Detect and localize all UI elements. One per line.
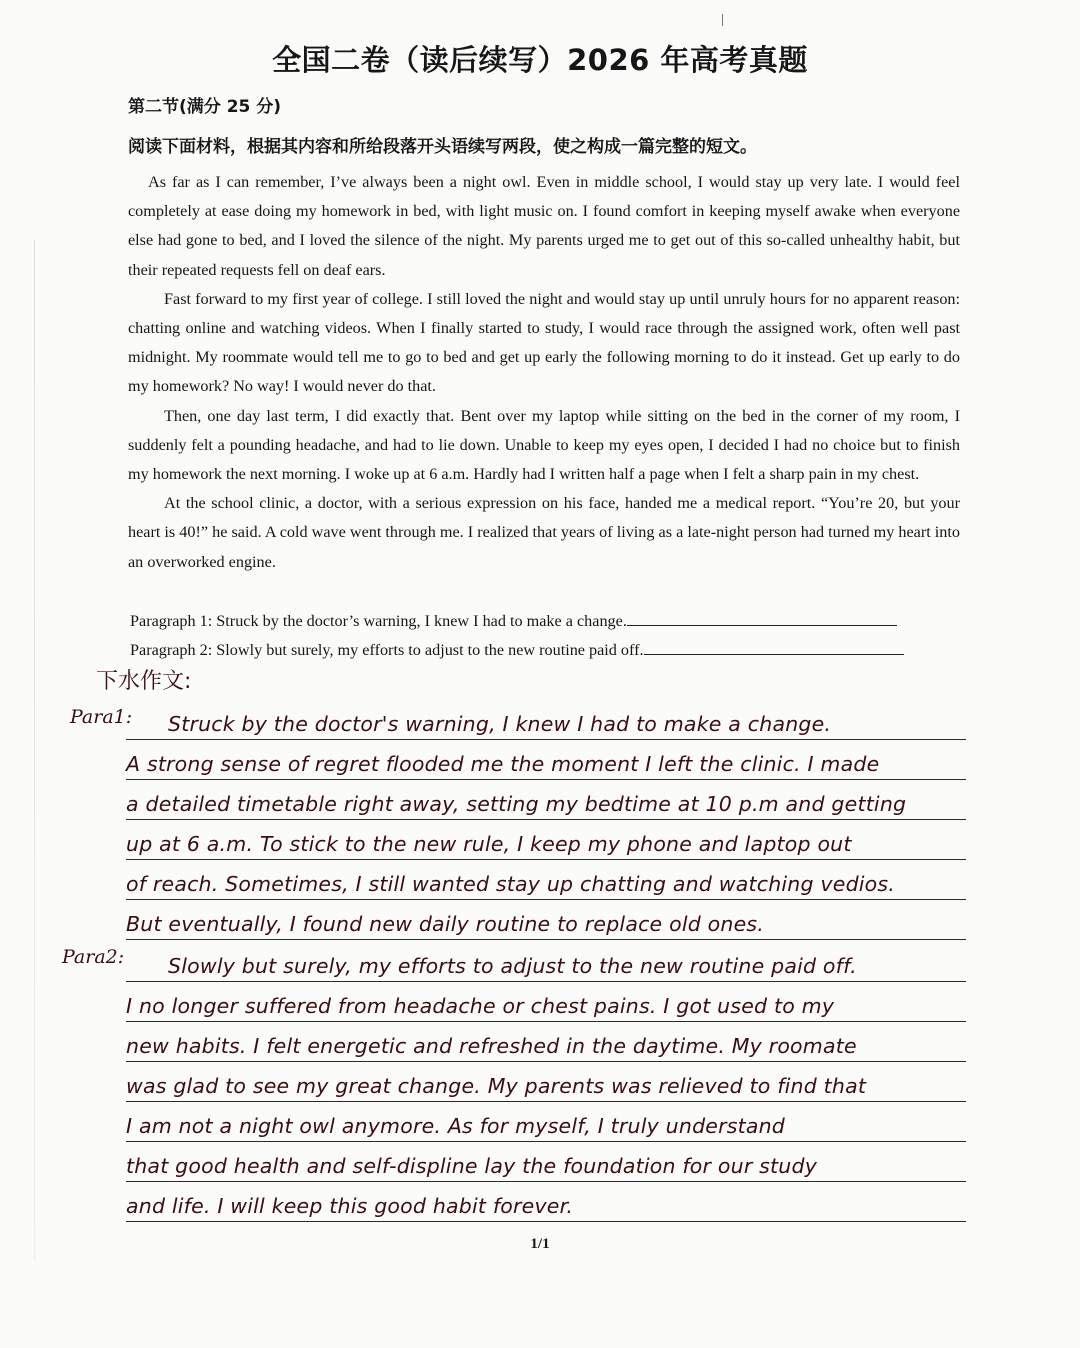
handwritten-line: that good health and self-displine lay the foundation for our study [126, 1142, 966, 1182]
page-number: 1/1 [530, 1236, 550, 1252]
answer-blank-1 [627, 609, 897, 626]
handwritten-paragraph-2 [126, 942, 966, 1222]
handwritten-line: A strong sense of regret flooded me the moment I left the clinic. I made [126, 740, 966, 780]
handwritten-line: a detailed timetable right away, setting my bedtime at 10 p.m and getting [126, 780, 966, 820]
paragraph-2-prompt [130, 638, 904, 660]
para1-label: Para1: [70, 706, 133, 728]
handwritten-line: Struck by the doctor's warning, I knew I had to make a change. [126, 700, 966, 740]
scan-margin-line [34, 240, 35, 1260]
handwritten-line: was glad to see my great change. My parents was relieved to find that [126, 1062, 966, 1102]
page-title: 全国二卷（读后续写）2026 年高考真题 [272, 43, 808, 77]
scan-mark [722, 14, 723, 26]
passage-paragraph-4: At the school clinic, a doctor, with a serious expression on his face, handed me a medical report. “You’re 20, but your heart is 40!” he said. A cold wave went through me. I realized that years of living as a late-night person had turned my heart into an overworked engine. [128, 494, 960, 571]
passage-paragraph-2: Fast forward to my first year of college. I still loved the night and would stay up until unruly hours for no apparent reason: chatting online and watching videos. When I finally started to study, I would race through the assigned work, often well past midnight. My roommate would tell me to go to bed and get up early the following morning to do it instead. Get up early to do my homework? No way! I would never do that. [128, 289, 960, 396]
para2-label: Para2: [62, 946, 125, 968]
handwritten-line: of reach. Sometimes, I still wanted stay up chatting and watching vedios. [126, 860, 966, 900]
handwritten-line: I no longer suffered from headache or chest pains. I got used to my [126, 982, 966, 1022]
passage-paragraph-3: Then, one day last term, I did exactly that. Bent over my laptop while sitting on the bed in the corner of my room, I suddenly felt a pounding headache, and had to lie down. Unable to keep my eyes open, I decided I had no choice but to finish my homework the next morning. I woke up at 6 a.m. Hardly had I written half a page when I felt a sharp pain in my chest. [128, 406, 960, 484]
section-heading: 第二节(满分 25 分) [128, 97, 282, 117]
handwritten-line: I am not a night owl anymore. As for myself, I truly understand [126, 1102, 966, 1142]
handwritten-line: and life. I will keep this good habit forever. [126, 1182, 966, 1222]
passage-paragraph-1: As far as I can remember, I’ve always been a night owl. Even in middle school, I would stay up very late. I would feel completely at ease doing my homework in bed, with light music on. I found comfort in keeping myself awake when everyone else had gone to bed, and I loved the silence of the night. My parents urged me to get out of this so-called unhealthy habit, but their repeated requests fell on deaf ears. [128, 173, 960, 279]
paragraph-1-prompt [130, 609, 897, 631]
handwritten-line: Slowly but surely, my efforts to adjust to the new routine paid off. [126, 942, 966, 982]
reading-passage [128, 168, 960, 577]
handwritten-line: But eventually, I found new daily routine to replace old ones. [126, 900, 966, 940]
handwritten-paragraph-1 [126, 700, 966, 940]
answer-blank-2 [644, 638, 904, 655]
paragraph-2-prompt-text: Paragraph 2: Slowly but surely, my efforts to adjust to the new routine paid off. [130, 641, 644, 659]
instruction-text: 阅读下面材料，根据其内容和所给段落开头语续写两段，使之构成一篇完整的短文。 [128, 137, 757, 157]
handwritten-line: new habits. I felt energetic and refreshed in the daytime. My roomate [126, 1022, 966, 1062]
model-essay-label: 下水作文: [96, 669, 192, 694]
handwritten-line: up at 6 a.m. To stick to the new rule, I keep my phone and laptop out [126, 820, 966, 860]
paragraph-1-prompt-text: Paragraph 1: Struck by the doctor’s warning, I knew I had to make a change. [130, 612, 627, 630]
